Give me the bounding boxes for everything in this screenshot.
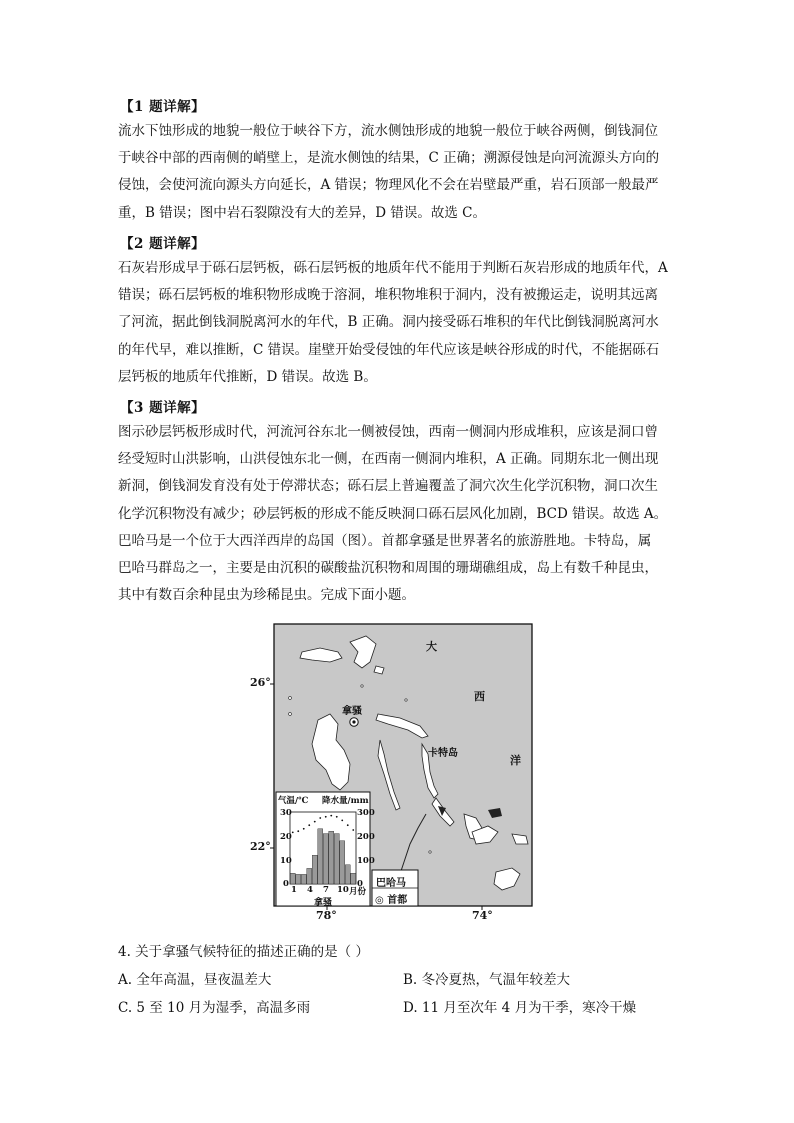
section2-line: 层钙板的地质年代推断，D 错误。故选 B。 (118, 368, 377, 385)
section3-line: 经受短时山洪影响，山洪侵蚀东北一侧，在西南一侧洞内堆积，A 正确。同期东北一侧出现 (118, 451, 659, 468)
section1-heading: 【1 题详解】 (120, 99, 206, 115)
temperature-point (303, 828, 305, 830)
precip-bar (345, 865, 350, 884)
climate-right-axis-title: 降水量/mm (322, 796, 369, 806)
climate-x-tick: 4 (307, 885, 313, 895)
legend-country: 巴哈马 (376, 878, 406, 889)
ocean-label-2: 西 (474, 690, 485, 703)
section1-line: 侵蚀，会使河流向源头方向延长，A 错误；物理风化不会在岩壁最严重，岩石顶部一般最严 (118, 177, 659, 194)
section2-line: 了河流，据此倒钱洞脱离河水的年代，B 正确。洞内接受砾石堆积的年代比倒钱洞脱离河水 (118, 314, 659, 331)
temperature-point (352, 829, 354, 831)
climate-left-tick: 10 (280, 856, 292, 866)
cat-island-label: 卡特岛 (428, 748, 458, 759)
section3-line: 化学沉积物没有减少；砂层钙板的形成不能反映洞口砾石层风化加剧，BCD 错误。故选 A。 (118, 505, 668, 522)
precip-bar (290, 873, 295, 884)
islet (405, 699, 407, 701)
climate-x-tick: 10 (337, 885, 349, 895)
precip-bar (318, 829, 323, 884)
section2-body (118, 255, 686, 391)
question4-option-d[interactable]: D. 11 月至次年 4 月为干季，寒冷干燥 (403, 1000, 637, 1016)
climate-x-unit: 月份 (349, 887, 367, 897)
section2-line: 的年代早，难以推断，C 错误。崖壁开始受侵蚀的年代应该是峡谷形成的时代，不能据砾石 (118, 341, 660, 358)
climate-left-tick: 20 (280, 832, 292, 842)
precip-bar (312, 855, 317, 884)
precip-bar (296, 874, 301, 884)
temperature-point (319, 817, 321, 819)
lon-label-78: 78° (316, 909, 337, 922)
temperature-point (330, 815, 332, 817)
section2-heading: 【2 题详解】 (120, 236, 206, 252)
lon-label-74: 74° (472, 909, 493, 922)
islet (289, 713, 292, 716)
precip-bar (334, 834, 339, 884)
section2-line: 石灰岩形成早于砾石层钙板，砾石层钙板的地质年代不能用于判断石灰岩形成的地质年代，A (118, 260, 668, 276)
section1-line: 于峡谷中部的西南侧的峭壁上，是流水侧蚀的结果，C 正确；溯源侵蚀是向河流源头方向的 (118, 150, 660, 167)
climate-right-tick: 100 (357, 856, 375, 866)
temperature-point (292, 832, 294, 834)
climate-left-tick: 30 (280, 808, 292, 818)
temperature-point (347, 824, 349, 826)
precip-bar (301, 874, 306, 884)
section3-line: 新洞，倒钱洞发育没有处于停滞状态；砾石层上普遍覆盖了洞穴次生化学沉积物，洞口次生 (118, 478, 658, 495)
intro-line: 巴哈马群岛之一，主要是由沉积的碳酸盐沉积物和周围的珊瑚礁组成，岛上有数千种昆虫， (118, 560, 658, 577)
lat-label-26: 26° (250, 676, 271, 689)
islet (361, 685, 363, 687)
islet (429, 851, 431, 853)
question4-stem: 4. 关于拿骚气候特征的描述正确的是（ ） (118, 944, 369, 960)
temperature-point (297, 830, 299, 832)
climate-right-tick: 0 (357, 879, 363, 889)
section2-line: 错误；砾石层钙板的堆积物形成晚于溶洞，堆积物堆积于洞内，没有被搬运走，说明其远离 (118, 287, 658, 304)
climate-left-axis-title: 气温/℃ (278, 796, 309, 806)
intro-line: 其中有数百余种昆虫为珍稀昆虫。完成下面小题。 (118, 587, 415, 604)
nassau-label: 拿骚 (342, 706, 362, 717)
section1-body (118, 118, 686, 227)
intro-body (118, 528, 686, 610)
section1-line: 重，B 错误；图中岩石裂隙没有大的差异，D 错误。故选 C。 (118, 204, 486, 221)
ocean-label-1: 大 (426, 640, 437, 653)
precip-bar (340, 841, 345, 884)
section3-heading: 【3 题详解】 (120, 400, 206, 416)
section1-line: 流水下蚀形成的地貌一般位于峡谷下方，流水侧蚀形成的地貌一般位于峡谷两侧，倒钱洞位 (118, 123, 658, 139)
legend-capital: ◎ 首都 (375, 895, 408, 906)
islet (289, 697, 292, 700)
temperature-point (341, 820, 343, 822)
temperature-point (325, 816, 327, 818)
question4-option-b[interactable]: B. 冬冷夏热，气温年较差大 (403, 972, 571, 988)
climate-x-tick: 7 (323, 885, 329, 895)
precip-bar (307, 868, 312, 884)
section3-body (118, 419, 686, 528)
precip-bar (329, 831, 334, 884)
lat-label-22: 22° (250, 840, 271, 853)
nassau-capital-dot (352, 720, 355, 723)
ocean-label-3: 洋 (510, 754, 521, 767)
intro-line: 巴哈马是一个位于大西洋西岸的岛国（图）。首都拿骚是世界著名的旅游胜地。卡特岛，属 (118, 533, 652, 549)
climate-right-tick: 200 (357, 832, 375, 842)
climate-right-tick: 300 (357, 808, 375, 818)
climate-left-tick: 0 (283, 879, 289, 889)
bahamas-map-figure (250, 622, 550, 922)
climate-x-tick: 1 (291, 885, 297, 895)
section3-line: 图示砂层钙板形成时代，河流河谷东北一侧被侵蚀，西南一侧洞内形成堆积，应该是洞口曾 (118, 424, 658, 440)
temperature-point (336, 816, 338, 818)
temperature-point (308, 824, 310, 826)
precip-bar (323, 834, 328, 884)
precip-bar (351, 873, 356, 884)
climate-station: 拿骚 (314, 898, 333, 908)
question4-option-c[interactable]: C. 5 至 10 月为湿季，高温多雨 (118, 1000, 311, 1016)
question4-option-a[interactable]: A. 全年高温，昼夜温差大 (118, 972, 272, 988)
temperature-point (314, 821, 316, 823)
